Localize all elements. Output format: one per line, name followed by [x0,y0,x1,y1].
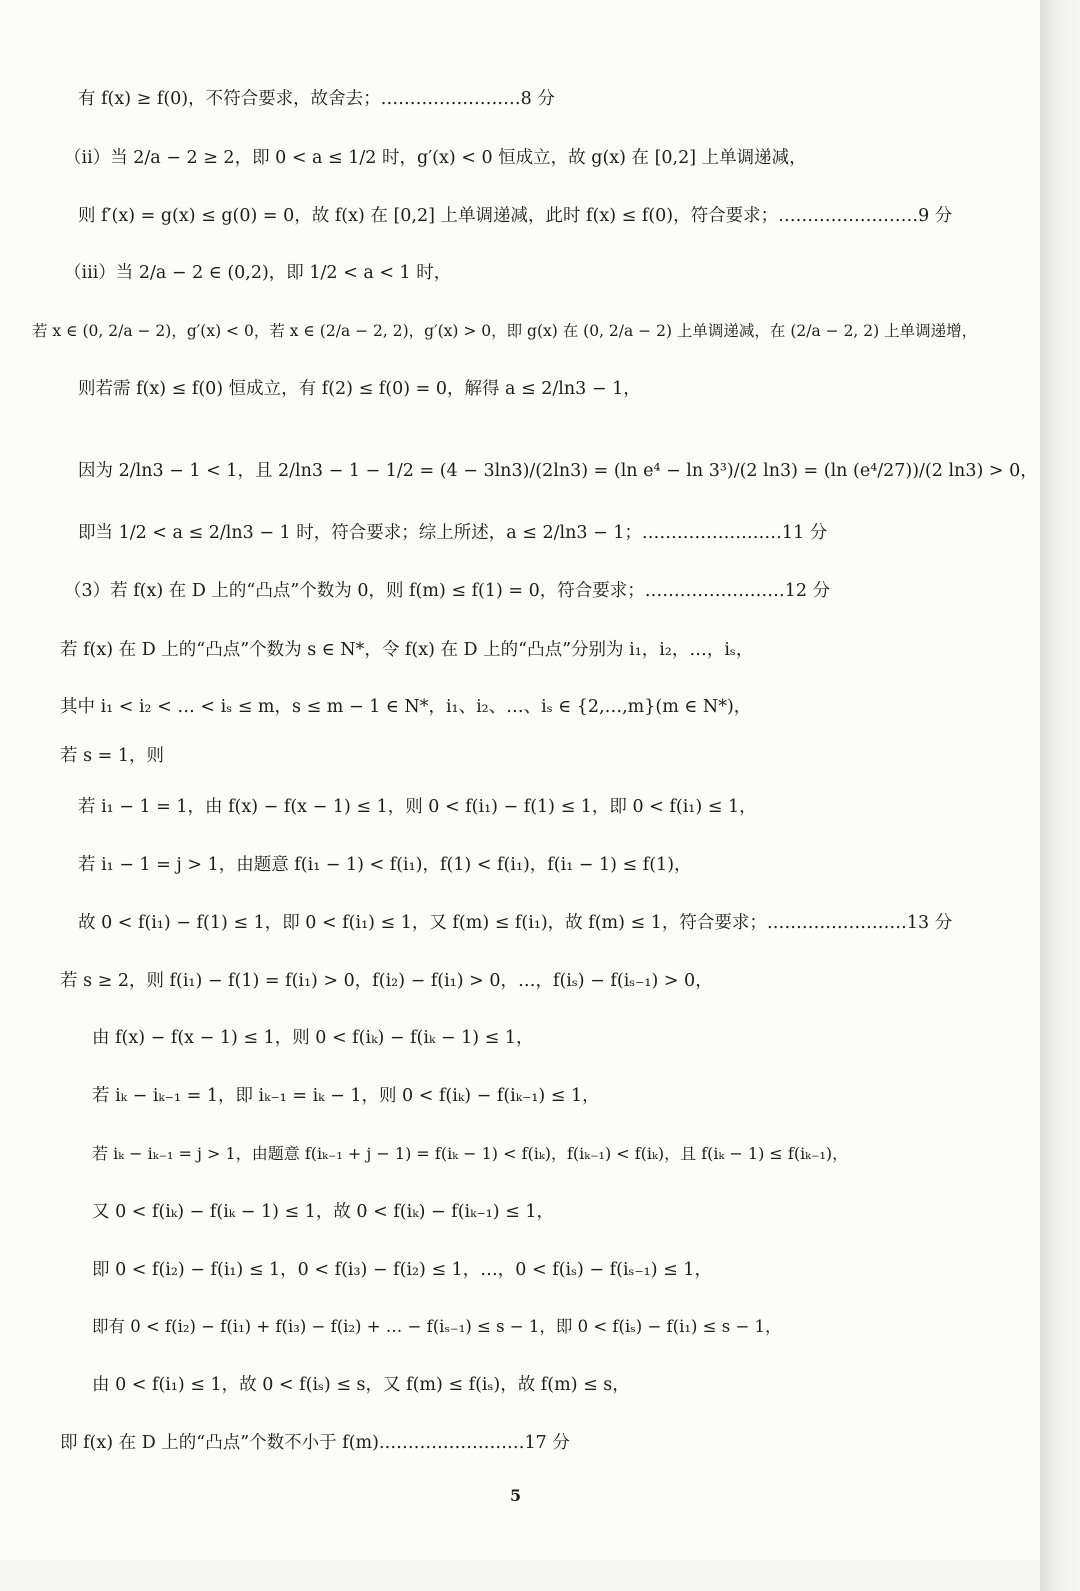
page-number: 5 [510,1486,522,1505]
text-line: 因为 2/ln3 − 1 < 1，且 2/ln3 − 1 − 1/2 = (4 − 3ln3)/(2ln3) = (ln e⁴ − ln 3³)/(2 ln3) = (ln (e⁴/27))/(2 ln3) > 0， [78,461,1038,481]
text-line: 即 f(x) 在 D 上的“凸点”个数不小于 f(m).……………………17 分 [60,1433,570,1453]
text-line: （iii）当 2/a − 2 ∈ (0,2)，即 1/2 < a < 1 时， [64,263,452,283]
text-line: 若 i₁ − 1 = 1，由 f(x) − f(x − 1) ≤ 1，则 0 < f(i₁) − f(1) ≤ 1，即 0 < f(i₁) ≤ 1， [78,797,757,817]
text-line: 若 s ≥ 2，则 f(i₁) − f(1) = f(i₁) > 0，f(i₂) − f(i₁) > 0，…，f(iₛ) − f(iₛ₋₁) > 0， [60,971,713,991]
text-line: 由 f(x) − f(x − 1) ≤ 1，则 0 < f(iₖ) − f(iₖ − 1) ≤ 1， [92,1028,534,1048]
text-line: 若 iₖ − iₖ₋₁ = j > 1，由题意 f(iₖ₋₁ + j − 1) = f(iₖ − 1) < f(iₖ)，f(iₖ₋₁) < f(iₖ)，且 f(iₖ − 1) ≤ f(iₖ₋₁)， [92,1144,849,1163]
text-line: 即当 1/2 < a ≤ 2/ln3 − 1 时，符合要求；综上所述，a ≤ 2/ln3 − 1；……………………11 分 [78,523,828,543]
text-line: 故 0 < f(i₁) − f(1) ≤ 1，即 0 < f(i₁) ≤ 1，又 f(m) ≤ f(i₁)，故 f(m) ≤ 1，符合要求；……………………13 分 [78,913,953,933]
text-line: （ii）当 2/a − 2 ≥ 2，即 0 < a ≤ 1/2 时，g′(x) < 0 恒成立，故 g(x) 在 [0,2] 上单调递减， [64,148,807,168]
text-line: 若 s = 1，则 [60,746,164,766]
text-line: 有 f(x) ≥ f(0)，不符合要求，故舍去；……………………8 分 [78,89,555,109]
page-edge-shadow [1040,0,1080,1591]
text-line: 又 0 < f(iₖ) − f(iₖ − 1) ≤ 1，故 0 < f(iₖ) − f(iₖ₋₁) ≤ 1， [92,1202,555,1222]
text-line: 则 f′(x) = g(x) ≤ g(0) = 0，故 f(x) 在 [0,2] 上单调递减，此时 f(x) ≤ f(0)，符合要求；……………………9 分 [78,206,953,226]
text-line: 若 iₖ − iₖ₋₁ = 1，即 iₖ₋₁ = iₖ − 1，则 0 < f(iₖ) − f(iₖ₋₁) ≤ 1， [92,1086,600,1106]
text-line: 若 x ∈ (0, 2/a − 2)，g′(x) < 0，若 x ∈ (2/a − 2, 2)，g′(x) > 0，即 g(x) 在 (0, 2/a − 2) 上单调递减，在 (2/a − 2, 2) 上单调递增， [32,322,978,340]
text-line: 其中 i₁ < i₂ < … < iₛ ≤ m，s ≤ m − 1 ∈ N*，i₁、i₂、…、iₛ ∈ {2,…,m}(m ∈ N*)， [60,697,752,717]
text-line: 由 0 < f(i₁) ≤ 1，故 0 < f(iₛ) ≤ s，又 f(m) ≤ f(iₛ)，故 f(m) ≤ s， [92,1375,630,1395]
text-line: 即 0 < f(i₂) − f(i₁) ≤ 1，0 < f(i₃) − f(i₂) ≤ 1，…，0 < f(iₛ) − f(iₛ₋₁) ≤ 1， [92,1260,712,1280]
text-line: 则若需 f(x) ≤ f(0) 恒成立，有 f(2) ≤ f(0) = 0，解得 a ≤ 2/ln3 − 1， [78,379,641,399]
text-line: 若 i₁ − 1 = j > 1，由题意 f(i₁ − 1) < f(i₁)，f(1) < f(i₁)，f(i₁ − 1) ≤ f(1)， [78,855,692,875]
text-line: 若 f(x) 在 D 上的“凸点”个数为 s ∈ N*，令 f(x) 在 D 上的“凸点”分别为 i₁，i₂，…，iₛ， [60,640,754,660]
text-line: （3）若 f(x) 在 D 上的“凸点”个数为 0，则 f(m) ≤ f(1) = 0，符合要求；……………………12 分 [64,581,831,601]
text-line: 即有 0 < f(i₂) − f(i₁) + f(i₃) − f(i₂) + … − f(iₛ₋₁) ≤ s − 1，即 0 < f(iₛ) − f(i₁) ≤ s − 1， [92,1317,782,1336]
